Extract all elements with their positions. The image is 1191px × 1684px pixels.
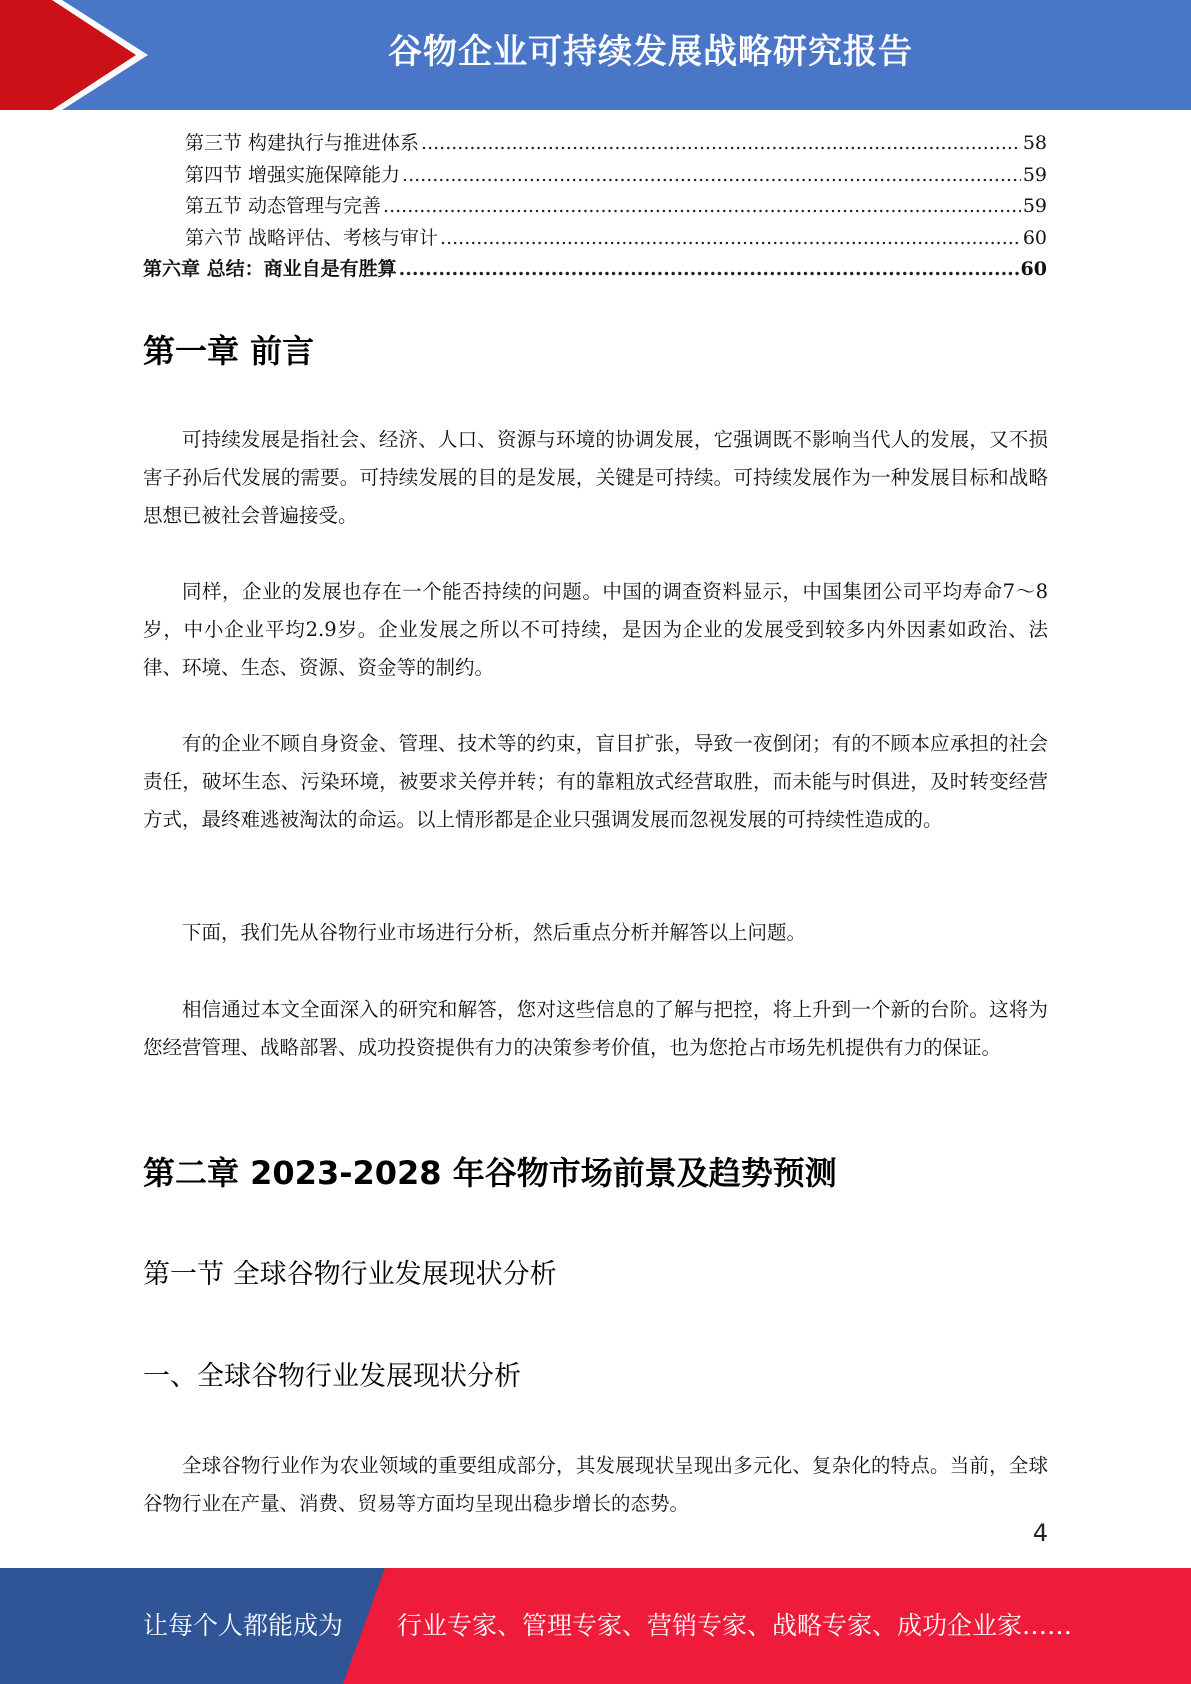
toc-leader-dots	[402, 164, 1021, 186]
toc-entry[interactable]	[143, 160, 1047, 192]
toc-leader-dots	[383, 195, 1021, 217]
footer-slogan-left: 让每个人都能成为	[143, 1611, 344, 1640]
footer-slogan-right: 行业专家、管理专家、营销专家、战略专家、成功企业家……	[397, 1611, 1073, 1640]
toc-entry[interactable]	[143, 223, 1047, 255]
paragraph: 同样，企业的发展也存在一个能否持续的问题。中国的调查资料显示，中国集团公司平均寿命7～8岁，中小企业平均2.9岁。企业发展之所以不可持续，是因为企业的发展受到较多内外因素如政治、法律、环境、生态、资源、资金等的制约。	[143, 580, 1048, 679]
table-of-contents	[143, 128, 1047, 286]
toc-entry-page: 59	[1022, 195, 1047, 217]
toc-entry-chapter[interactable]	[143, 254, 1047, 286]
toc-entry-page: 58	[1022, 132, 1047, 154]
page-footer	[0, 1568, 1191, 1684]
section-heading: 第一节 全球谷物行业发展现状分析	[143, 1259, 557, 1290]
paragraph: 相信通过本文全面深入的研究和解答，您对这些信息的了解与把控，将上升到一个新的台阶。这将为您经营管理、战略部署、成功投资提供有力的决策参考价值，也为您抢占市场先机提供有力的保证。	[143, 998, 1048, 1059]
toc-leader-dots	[421, 132, 1021, 154]
chapter-1-heading: 第一章 前言	[143, 332, 315, 370]
toc-entry-label: 第三节 构建执行与推进体系	[185, 132, 420, 154]
toc-entry-label: 第四节 增强实施保障能力	[185, 163, 401, 186]
paragraph: 全球谷物行业作为农业领域的重要组成部分，其发展现状呈现出多元化、复杂化的特点。当前，全球谷物行业在产量、消费、贸易等方面均呈现出稳步增长的态势。	[143, 1454, 1048, 1515]
page-header	[0, 0, 1191, 110]
toc-entry[interactable]	[143, 191, 1047, 223]
toc-entry-page: 59	[1022, 163, 1047, 186]
toc-entry-label: 第六节 战略评估、考核与审计	[185, 226, 439, 249]
paragraph: 有的企业不顾自身资金、管理、技术等的约束，盲目扩张，导致一夜倒闭；有的不顾本应承担的社会责任，破坏生态、污染环境，被要求关停并转；有的靠粗放式经营取胜，而未能与时俱进，及时转变经营方式，最终难逃被淘汰的命运。以上情形都是企业只强调发展而忽视发展的可持续性造成的。	[143, 732, 1048, 831]
toc-entry[interactable]	[143, 128, 1047, 160]
header-arrow-decoration	[0, 0, 170, 110]
page-number: 4	[1032, 1519, 1048, 1547]
report-title: 谷物企业可持续发展战略研究报告	[388, 32, 913, 72]
toc-entry-page: 60	[1022, 226, 1047, 249]
paragraph: 下面，我们先从谷物行业市场进行分析，然后重点分析并解答以上问题。	[182, 921, 807, 944]
toc-entry-label: 第六章 总结：商业自是有胜算	[143, 258, 397, 280]
toc-entry-label: 第五节 动态管理与完善	[185, 195, 382, 217]
chapter-2-heading: 第二章 2023-2028 年谷物市场前景及趋势预测	[143, 1154, 837, 1192]
toc-leader-dots	[399, 258, 1019, 280]
subsection-heading: 一、全球谷物行业发展现状分析	[143, 1361, 521, 1392]
toc-leader-dots	[440, 227, 1021, 249]
toc-entry-page: 60	[1020, 258, 1047, 280]
paragraph: 可持续发展是指社会、经济、人口、资源与环境的协调发展，它强调既不影响当代人的发展，又不损害子孙后代发展的需要。可持续发展的目的是发展，关键是可持续。可持续发展作为一种发展目标和战略思想已被社会普遍接受。	[143, 428, 1048, 527]
